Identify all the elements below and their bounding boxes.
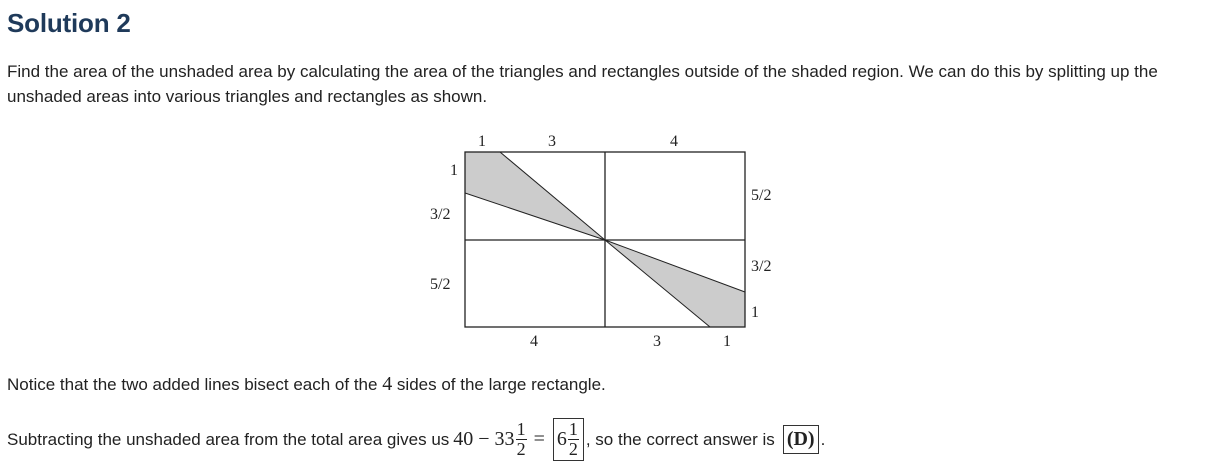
right-label-2: 3/2 xyxy=(751,258,772,275)
shaded-triangle-lower xyxy=(605,240,745,327)
left-label-3: 5/2 xyxy=(430,276,451,293)
boxed-answer xyxy=(783,425,819,454)
left-label-2: 3/2 xyxy=(430,206,451,223)
solution-heading: Solution 2 xyxy=(7,8,131,38)
fraction-numerator: 1 xyxy=(516,418,526,439)
result-fraction-numerator: 1 xyxy=(568,418,578,439)
equals-sign: = xyxy=(533,427,545,450)
top-label-2: 3 xyxy=(548,133,556,150)
bottom-label-3: 1 xyxy=(723,333,731,350)
notice-text-before: Notice that the two added lines bisect each of the xyxy=(7,375,383,394)
shaded-triangle-upper xyxy=(465,152,605,240)
result-whole: 6 xyxy=(556,427,567,450)
result-paragraph xyxy=(7,414,1197,464)
intro-paragraph: Find the area of the unshaded area by calculating the area of the triangles and rectangles outside of the shaded region. We can do this by splitting up the unshaded areas into various triangles and rectangles as shown. xyxy=(7,62,1158,106)
result-fraction-denominator: 2 xyxy=(568,438,578,459)
boxed-result xyxy=(553,418,584,461)
bottom-label-1: 4 xyxy=(530,333,538,350)
right-label-3: 1 xyxy=(751,304,759,321)
notice-paragraph xyxy=(7,372,1197,397)
answer-choice: (D) xyxy=(786,427,815,450)
left-label-1: 1 xyxy=(450,162,458,179)
bottom-label-2: 3 xyxy=(653,333,661,350)
result-fraction xyxy=(568,420,579,459)
result-text-end: . xyxy=(820,429,826,449)
result-expression: 40 − 33 xyxy=(453,427,515,450)
fraction-one-half xyxy=(516,420,527,459)
fraction-denominator: 2 xyxy=(516,438,526,459)
result-text-before: Subtracting the unshaded area from the total area gives us xyxy=(7,429,450,449)
top-label-1: 1 xyxy=(478,133,486,150)
notice-number: 4 xyxy=(382,373,393,395)
notice-text-after: sides of the large rectangle. xyxy=(392,375,606,394)
result-text-middle: , so the correct answer is xyxy=(585,429,775,449)
right-label-1: 5/2 xyxy=(751,187,772,204)
top-label-3: 4 xyxy=(670,133,678,150)
